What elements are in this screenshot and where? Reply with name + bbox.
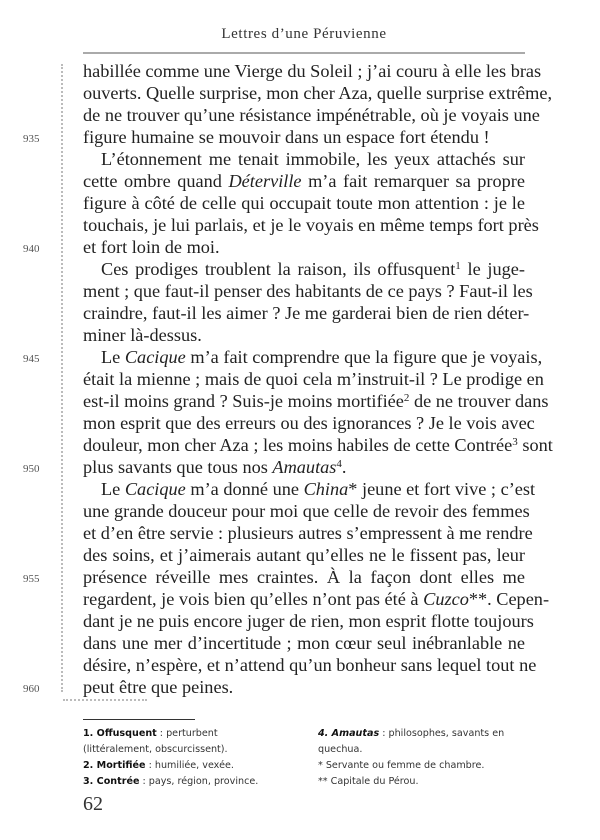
italic-term: Déterville: [228, 171, 302, 191]
italic-term: Cacique: [124, 479, 186, 499]
footnote-ref: 3: [512, 436, 518, 448]
footnote-text: ** Capitale du Pérou.: [318, 776, 419, 787]
footnote-text: : humiliée, vexée.: [145, 760, 234, 771]
text-line: [83, 302, 530, 324]
footnote-term: 1. Offusquent: [83, 728, 157, 739]
text-line: [83, 324, 525, 346]
italic-term: China: [303, 479, 349, 499]
footnote-term: 3. Contrée: [83, 776, 140, 787]
text-run: mon esprit que des erreurs ou des ignorances ? Je le vois avec: [83, 413, 535, 433]
text-run: miner là-dessus.: [83, 325, 202, 345]
line-number: 960: [23, 683, 40, 695]
footnote-text: : pays, région, province.: [139, 776, 259, 787]
text-line: [23, 566, 525, 588]
text-run: Le: [101, 347, 125, 367]
text-line: [23, 456, 525, 478]
footnote-ref: 2: [403, 392, 410, 404]
header-rule: [83, 52, 525, 54]
text-run: une grande douceur pour moi que celle de revoir des femmes: [83, 501, 530, 521]
text-run: craindre, faut-il les aimer ? Je me garderai bien de rien déter-: [83, 303, 530, 323]
text-line: [83, 610, 534, 632]
text-run: ouverts. Quelle surprise, mon cher Aza, quelle surprise extrême,: [83, 83, 553, 103]
text-line: [83, 192, 525, 214]
text-run: désire, n’espère, et n’attend qu’un bonheur sans lequel tout ne: [83, 655, 537, 675]
italic-term: Cuzco: [423, 589, 469, 609]
text-run: Ces prodiges troublent la raison, ils offusquent: [101, 259, 456, 279]
text-run: sont: [517, 435, 553, 455]
text-line: [83, 368, 544, 390]
text-run: présence réveille mes craintes. À la façon dont elles me: [83, 567, 525, 587]
text-line: [83, 544, 525, 566]
text-run: est-il moins grand ? Suis-je moins mortifiée: [83, 391, 404, 411]
text-line: [23, 126, 525, 148]
text-run: m’a fait comprendre que la figure que je voyais,: [185, 347, 543, 367]
line-number: 955: [23, 573, 40, 585]
text-line: [83, 82, 553, 104]
running-header: Lettres d’une Péruvienne: [221, 26, 387, 42]
footnote-text: : philosophes, savants en quechua.: [318, 728, 505, 755]
text-line: [83, 170, 525, 192]
footnote-ref: 1: [455, 260, 461, 272]
footnote-text: * Servante ou femme de chambre.: [318, 760, 485, 771]
text-line: [23, 236, 525, 258]
text-line: [83, 434, 553, 456]
text-line: [83, 258, 525, 280]
text-line: [83, 478, 536, 500]
text-line: [23, 676, 525, 698]
footnote-term: 4. Amautas: [318, 728, 380, 739]
footnote: [83, 726, 283, 758]
italic-term: Cacique: [124, 347, 186, 367]
text-line: [83, 148, 525, 170]
text-line: [83, 390, 549, 412]
text-line: [83, 214, 539, 236]
text-run: touchais, je lui parlais, et je le voyais en même temps fort près: [83, 215, 539, 235]
text-run: de ne trouver dans: [409, 391, 549, 411]
text-run: le juge-: [460, 259, 525, 279]
margin-dotted-line-end: [63, 699, 147, 701]
footnotes-right: [318, 726, 518, 790]
text-run: * jeune et fort vive ; c’est: [348, 479, 536, 499]
text-line: [23, 346, 543, 368]
text-run: cette ombre quand: [83, 171, 229, 191]
margin-dotted-line: [61, 64, 63, 692]
text-line: [83, 500, 530, 522]
text-run: dans une mer d’incertitude ; mon cœur seul inébranlable ne: [83, 633, 525, 653]
text-line: [83, 522, 533, 544]
text-run: était la mienne ; mais de quoi cela m’instruit-il ? Le prodige en: [83, 369, 544, 389]
text-run: **. Cepen-: [468, 589, 550, 609]
text-run: ment ; que faut-il penser des habitants de ce pays ? Faut-il les: [83, 281, 533, 301]
text-run: de ne trouver qu’une résistance impénétrable, où je voyais une: [83, 105, 540, 125]
text-run: habillée comme une Vierge du Soleil ; j’ai couru à elle les bras: [83, 61, 542, 81]
text-line: [83, 654, 537, 676]
footnote-rule: [83, 719, 195, 720]
text-run: figure humaine se mouvoir dans un espace fort étendu !: [83, 127, 490, 147]
body-text: [23, 60, 553, 698]
text-run: m’a donné une: [185, 479, 304, 499]
text-line: [83, 632, 525, 654]
footnote: [83, 758, 283, 774]
footnote: [318, 758, 518, 774]
text-run: .: [341, 457, 347, 477]
line-number: 940: [23, 243, 40, 255]
footnote-ref: 4: [336, 458, 342, 470]
footnote: [318, 774, 518, 790]
text-line: [83, 104, 540, 126]
text-line: [83, 280, 533, 302]
text-run: et fort loin de moi.: [83, 237, 220, 257]
text-line: [83, 588, 550, 610]
footnote: [318, 726, 518, 758]
line-number: 945: [23, 353, 40, 365]
text-run: des soins, et j’aimerais autant qu’elles ne le fissent pas, leur: [83, 545, 525, 565]
text-run: peut être que peines.: [83, 677, 234, 697]
text-run: regardent, je vois bien qu’elles n’ont pas été à: [83, 589, 424, 609]
text-run: dant je ne puis encore juger de rien, mon esprit flotte toujours: [83, 611, 534, 631]
text-run: et d’en être servie : plusieurs autres s’empressent à me rendre: [83, 523, 533, 543]
text-run: L’étonnement me tenait immobile, les yeux attachés sur: [101, 149, 525, 169]
text-line: [83, 412, 535, 434]
text-line: [83, 60, 542, 82]
page-number: 62: [83, 793, 103, 815]
italic-term: Amautas: [272, 457, 337, 477]
footnote-term: 2. Mortifiée: [83, 760, 146, 771]
footnote: [83, 774, 283, 790]
text-run: plus savants que tous nos: [83, 457, 273, 477]
text-run: figure à côté de celle qui occupait toute mon attention : je le: [83, 193, 525, 213]
text-run: douleur, mon cher Aza ; les moins habiles de cette Contrée: [83, 435, 513, 455]
footnote-text: : perturbent (littéralement, obscurcissent).: [83, 728, 228, 755]
text-run: m’a fait remarquer sa propre: [301, 171, 525, 191]
text-run: Le: [101, 479, 125, 499]
line-number: 950: [23, 463, 40, 475]
line-number: 935: [23, 133, 40, 145]
footnotes-left: [83, 726, 283, 790]
